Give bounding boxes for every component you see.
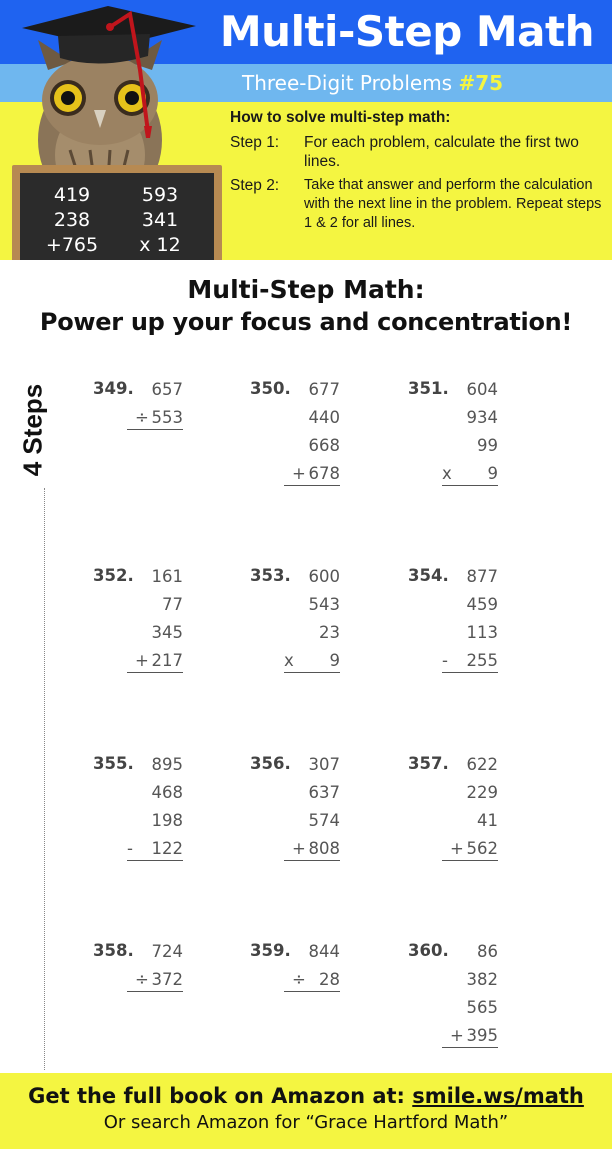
chalkboard-surface xyxy=(20,173,214,260)
book-link[interactable]: smile.ws/math xyxy=(412,1084,584,1108)
problem-line xyxy=(442,810,498,838)
problem-number: 355. xyxy=(93,754,134,773)
problem-line xyxy=(442,1025,498,1048)
operator: ÷ xyxy=(292,970,306,989)
operator: + xyxy=(292,464,306,483)
problem-line xyxy=(284,407,340,435)
page-title: Multi-Step Math xyxy=(219,7,594,56)
operand: 668 xyxy=(308,436,340,455)
chalkboard-icon xyxy=(12,165,222,260)
operand: 23 xyxy=(319,623,340,642)
problem-lines xyxy=(284,754,340,861)
subtitle-text: Three-Digit Problems xyxy=(242,71,459,95)
problem-line xyxy=(284,435,340,463)
problem-line xyxy=(442,566,498,594)
problem-number: 360. xyxy=(408,941,449,960)
operator: ÷ xyxy=(135,408,149,427)
problem-line xyxy=(442,407,498,435)
problem-set-number: #75 xyxy=(458,71,504,95)
problem-line xyxy=(284,379,340,407)
problem-lines xyxy=(442,379,498,486)
operand: 113 xyxy=(466,623,498,642)
step-text: For each problem, calculate the first two lines. xyxy=(304,134,579,170)
problem-line xyxy=(284,941,340,969)
problem-lines xyxy=(127,941,183,992)
operand: 307 xyxy=(308,755,340,774)
operand: 459 xyxy=(466,595,498,614)
operand: 565 xyxy=(466,998,498,1017)
problem-line xyxy=(284,810,340,838)
operator: - xyxy=(442,651,448,670)
problem-line xyxy=(127,838,183,861)
problem-number: 350. xyxy=(250,379,291,398)
problem-number: 351. xyxy=(408,379,449,398)
operand: 77 xyxy=(162,595,183,614)
operand: 600 xyxy=(308,567,340,586)
instruction-step xyxy=(230,133,605,171)
problem-line xyxy=(284,594,340,622)
problem-line xyxy=(442,594,498,622)
problem-line xyxy=(284,838,340,861)
chalk-column-right xyxy=(120,183,200,260)
footer-banner xyxy=(0,1073,612,1149)
operand: 657 xyxy=(151,380,183,399)
operand: 217 xyxy=(151,651,183,670)
operand: 198 xyxy=(151,811,183,830)
problem-lines xyxy=(127,379,183,430)
step-label: Step 1: xyxy=(230,134,280,151)
instructions xyxy=(230,109,605,238)
footer-line-1 xyxy=(0,1082,612,1110)
operand: 934 xyxy=(466,408,498,427)
problem-line xyxy=(127,379,183,407)
operand: 637 xyxy=(308,783,340,802)
operand: 724 xyxy=(151,942,183,961)
operand: 9 xyxy=(487,464,498,483)
chalk-number: 341 xyxy=(141,209,179,231)
problem-line xyxy=(284,782,340,810)
operand: 41 xyxy=(477,811,498,830)
problem-line xyxy=(284,622,340,650)
problem-number: 354. xyxy=(408,566,449,585)
problem-line xyxy=(442,622,498,650)
operator: + xyxy=(450,839,464,858)
problem-line xyxy=(127,622,183,650)
steps-side-label: 4 Steps xyxy=(17,383,48,477)
chalk-number: +765 xyxy=(45,234,99,256)
problem-line xyxy=(442,650,498,673)
problem-line xyxy=(127,969,183,992)
instructions-title: How to solve multi-step math: xyxy=(230,109,451,126)
problem-line xyxy=(127,407,183,430)
operand: 161 xyxy=(151,567,183,586)
operand: 345 xyxy=(151,623,183,642)
problem-line xyxy=(127,650,183,673)
problem-line xyxy=(442,941,498,969)
problem-lines xyxy=(127,754,183,861)
operator: x xyxy=(284,651,294,670)
dotted-divider xyxy=(44,488,45,1070)
header-banner xyxy=(0,0,612,260)
problem-line xyxy=(442,754,498,782)
operand: 372 xyxy=(151,970,183,989)
chalk-number: 593 xyxy=(141,184,179,206)
operand: 543 xyxy=(308,595,340,614)
problem-number: 352. xyxy=(93,566,134,585)
operand: 877 xyxy=(466,567,498,586)
operand: 622 xyxy=(466,755,498,774)
heading-line-1: Multi-Step Math: xyxy=(187,275,425,304)
operator: ÷ xyxy=(135,970,149,989)
operator: + xyxy=(450,1026,464,1045)
operand: 562 xyxy=(466,839,498,858)
problem-line xyxy=(284,566,340,594)
problem-lines xyxy=(127,566,183,673)
heading-line-2: Power up your focus and concentration! xyxy=(39,308,573,336)
operator: x xyxy=(442,464,452,483)
problem-line xyxy=(442,435,498,463)
operand: 395 xyxy=(466,1026,498,1045)
chalk-number: 238 xyxy=(53,209,91,231)
operand: 229 xyxy=(466,783,498,802)
problem-line xyxy=(127,594,183,622)
problem-lines xyxy=(442,941,498,1048)
problem-line xyxy=(284,463,340,486)
problem-number: 358. xyxy=(93,941,134,960)
operand: 86 xyxy=(477,942,498,961)
page-subtitle xyxy=(242,64,503,102)
problem-line xyxy=(127,810,183,838)
problem-line xyxy=(442,379,498,407)
operator: + xyxy=(135,651,149,670)
operand: 122 xyxy=(151,839,183,858)
problem-lines xyxy=(284,379,340,486)
operand: 678 xyxy=(308,464,340,483)
problem-line xyxy=(442,838,498,861)
operator: + xyxy=(292,839,306,858)
operand: 895 xyxy=(151,755,183,774)
problem-line xyxy=(127,566,183,594)
operand: 677 xyxy=(308,380,340,399)
operand: 553 xyxy=(151,408,183,427)
problem-line xyxy=(284,969,340,992)
problem-number: 356. xyxy=(250,754,291,773)
problem-lines xyxy=(442,754,498,861)
operand: 440 xyxy=(308,408,340,427)
footer-text: Get the full book on Amazon at: xyxy=(28,1084,413,1108)
operand: 9 xyxy=(329,651,340,670)
step-text: Take that answer and perform the calculation with the next line in the problem. Repeat steps 1 & 2 for all lines. xyxy=(304,177,602,231)
problem-line xyxy=(127,782,183,810)
problem-line xyxy=(284,650,340,673)
footer-line-2: Or search Amazon for “Grace Hartford Math” xyxy=(103,1112,509,1133)
problem-line xyxy=(442,969,498,997)
problem-line xyxy=(284,754,340,782)
operand: 28 xyxy=(319,970,340,989)
chalk-column-left xyxy=(32,183,112,260)
operand: 382 xyxy=(466,970,498,989)
chalk-number: 419 xyxy=(53,184,91,206)
problem-lines xyxy=(284,941,340,992)
problem-number: 349. xyxy=(93,379,134,398)
operand: 255 xyxy=(466,651,498,670)
problem-line xyxy=(127,941,183,969)
operand: 808 xyxy=(308,839,340,858)
problem-line xyxy=(442,463,498,486)
operand: 604 xyxy=(466,380,498,399)
operand: 99 xyxy=(477,436,498,455)
operator: - xyxy=(127,839,133,858)
problem-number: 353. xyxy=(250,566,291,585)
worksheet-heading xyxy=(0,274,612,338)
instruction-step xyxy=(230,176,605,233)
step-label: Step 2: xyxy=(230,177,280,194)
problem-number: 359. xyxy=(250,941,291,960)
problem-line xyxy=(442,782,498,810)
problem-lines xyxy=(284,566,340,673)
problem-number: 357. xyxy=(408,754,449,773)
operand: 844 xyxy=(308,942,340,961)
problem-line xyxy=(127,754,183,782)
operand: 468 xyxy=(151,783,183,802)
problem-lines xyxy=(442,566,498,673)
chalk-number: x 12 xyxy=(139,234,181,256)
problem-line xyxy=(442,997,498,1025)
operand: 574 xyxy=(308,811,340,830)
